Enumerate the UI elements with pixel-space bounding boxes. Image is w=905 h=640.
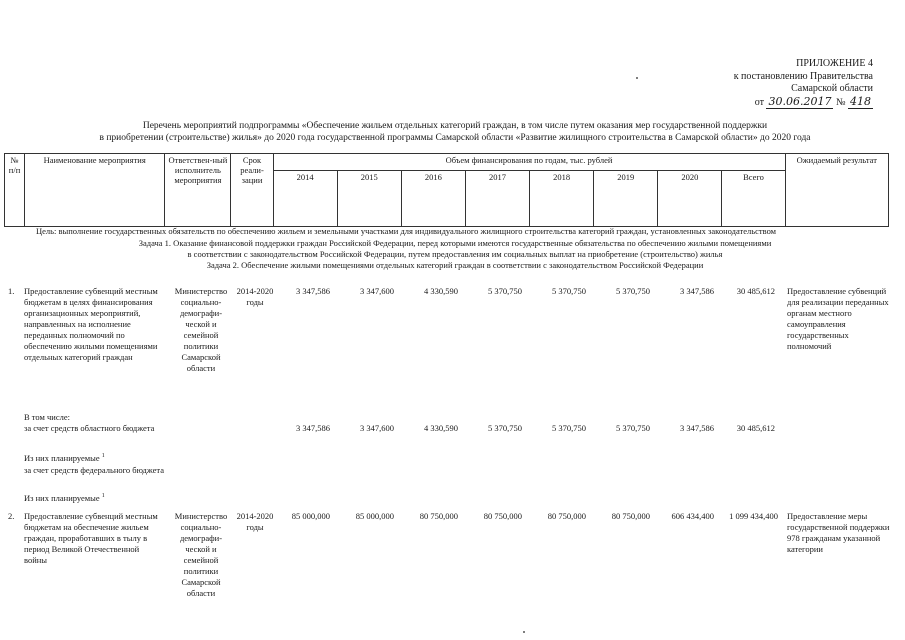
header-result: Ожидаемый результат <box>785 154 888 227</box>
regional-value: 5 370,750 <box>488 423 522 433</box>
planned-label <box>24 451 164 464</box>
appendix-date <box>653 96 873 110</box>
header-name: Наименование мероприятия <box>25 154 165 227</box>
title-line1: Перечень мероприятий подпрограммы «Обеспечение жильем отдельных категорий граждан, в том числе путем оказания мер государственной поддержки <box>142 121 768 131</box>
document-title <box>40 120 870 144</box>
row1-result: Предоставление субвенций для реализации переданных органам местного самоуправления государственных полномочий <box>787 286 889 351</box>
row2-value: 80 750,000 <box>611 511 650 521</box>
handwritten-number: 418 <box>850 94 871 108</box>
header-funding: Объем финансирования по годам, тыс. рублей <box>273 154 785 171</box>
federal-budget-label: за счет средств федерального бюджета <box>24 465 165 475</box>
row1-value: 3 347,586 <box>680 286 714 296</box>
regional-total: 30 485,612 <box>736 423 775 433</box>
row2-value: 85 000,000 <box>291 511 330 521</box>
footnote-mark-2: 1 <box>101 493 105 499</box>
row1-value: 5 370,750 <box>552 286 586 296</box>
row1-term: 2014-2020 годы <box>236 286 274 307</box>
row2-value: 80 750,000 <box>483 511 522 521</box>
row1-value: 4 330,590 <box>424 286 458 296</box>
number-sign: № <box>835 96 846 108</box>
regional-value: 4 330,590 <box>424 423 458 433</box>
row1-value: 5 370,750 <box>488 286 522 296</box>
header-year: 2017 <box>465 170 529 226</box>
handwritten-date: 30.06.2017 <box>768 94 832 108</box>
task1-line1: Задача 1. Оказание финансовой поддержки граждан Российской Федерации, перед которыми имеются государственные обязательства по обеспечению жилыми помещениями <box>138 238 772 248</box>
row2-responsible: Министерство социально-демографи-ческой и семейной политики Самарской области <box>174 511 228 598</box>
header-total: Всего <box>722 170 785 226</box>
header-year: 2014 <box>273 170 337 226</box>
appendix-title: ПРИЛОЖЕНИЕ 4 <box>796 58 873 69</box>
row2-term: 2014-2020 годы <box>236 511 274 532</box>
planned-label-2 <box>24 491 164 504</box>
including-label: В том числе: <box>24 412 70 422</box>
row2-value: 80 750,000 <box>547 511 586 521</box>
task2: Задача 2. Обеспечение жилыми помещениями отдельных категорий граждан в соответствии с законодательством Российской Федерации <box>206 260 704 270</box>
regional-value: 3 347,586 <box>680 423 714 433</box>
row1-responsible: Министерство социально-демографи-ческой и семейной политики Самарской области <box>174 286 228 373</box>
title-line2: в приобретении (строительстве) жилья» до 2020 года государственной программы Самарской области «Развитие жилищного строительства в Самарской области» до 2020 года <box>99 133 811 143</box>
date-prefix: от <box>754 96 764 108</box>
task1-line2: в соответствии с законодательством Российской Федерации, путем предоставления им социальных выплат на приобретение (строительство) жилья <box>187 249 723 259</box>
header-year: 2018 <box>530 170 594 226</box>
scan-speck <box>523 631 525 633</box>
regional-value: 5 370,750 <box>616 423 650 433</box>
row1-name: Предоставление субвенций местным бюджетам в целях финансирования организационных мероприятий, направленных на исполнение переданных полномочий по обеспечению жилыми помещениями отдельных категорий граждан <box>24 286 158 362</box>
row1-value: 3 347,586 <box>296 286 330 296</box>
planned-text-2: Из них планируемые <box>24 492 100 503</box>
regional-value: 3 347,586 <box>296 423 330 433</box>
row2-value: 85 000,000 <box>355 511 394 521</box>
funding-table-header <box>4 153 889 227</box>
scan-speck <box>636 77 638 79</box>
appendix-line2: Самарской области <box>791 83 873 94</box>
regional-value: 3 347,600 <box>360 423 394 433</box>
regional-value: 5 370,750 <box>552 423 586 433</box>
tasks-block <box>40 238 870 271</box>
row2-value: 606 434,400 <box>671 511 714 521</box>
header-responsible: Ответствен-ный исполнитель мероприятия <box>165 154 231 227</box>
row1-num: 1. <box>8 286 15 296</box>
planned-text: Из них планируемые <box>24 452 100 463</box>
header-year: 2015 <box>337 170 401 226</box>
appendix-block <box>653 58 873 109</box>
row2-total: 1 099 434,400 <box>729 511 778 521</box>
header-year: 2016 <box>401 170 465 226</box>
header-year: 2019 <box>594 170 658 226</box>
row2-result: Предоставление меры государственной поддержки 978 гражданам указанной категории <box>787 511 890 554</box>
header-num: № п/п <box>5 154 25 227</box>
appendix-line1: к постановлению Правительства <box>733 70 873 82</box>
row2-value: 80 750,000 <box>419 511 458 521</box>
row2-num: 2. <box>8 511 15 521</box>
row1-value: 3 347,600 <box>360 286 394 296</box>
row2-name: Предоставление субвенций местным бюджетам на обеспечение жильем граждан, проработавших в тылу в период Великой Отечественной войны <box>24 511 158 565</box>
goal-text: Цель: выполнение государственных обязательств по обеспечению жильем и земельными участками для индивидуального жилищного строительства категорий граждан, установленных законодательством <box>36 226 777 236</box>
row1-total: 30 485,612 <box>736 286 775 296</box>
header-term: Срок реали-зации <box>231 154 273 227</box>
regional-budget-label: за счет средств областного бюджета <box>24 423 155 433</box>
footnote-mark: 1 <box>101 453 105 459</box>
row1-value: 5 370,750 <box>616 286 650 296</box>
header-year: 2020 <box>658 170 722 226</box>
